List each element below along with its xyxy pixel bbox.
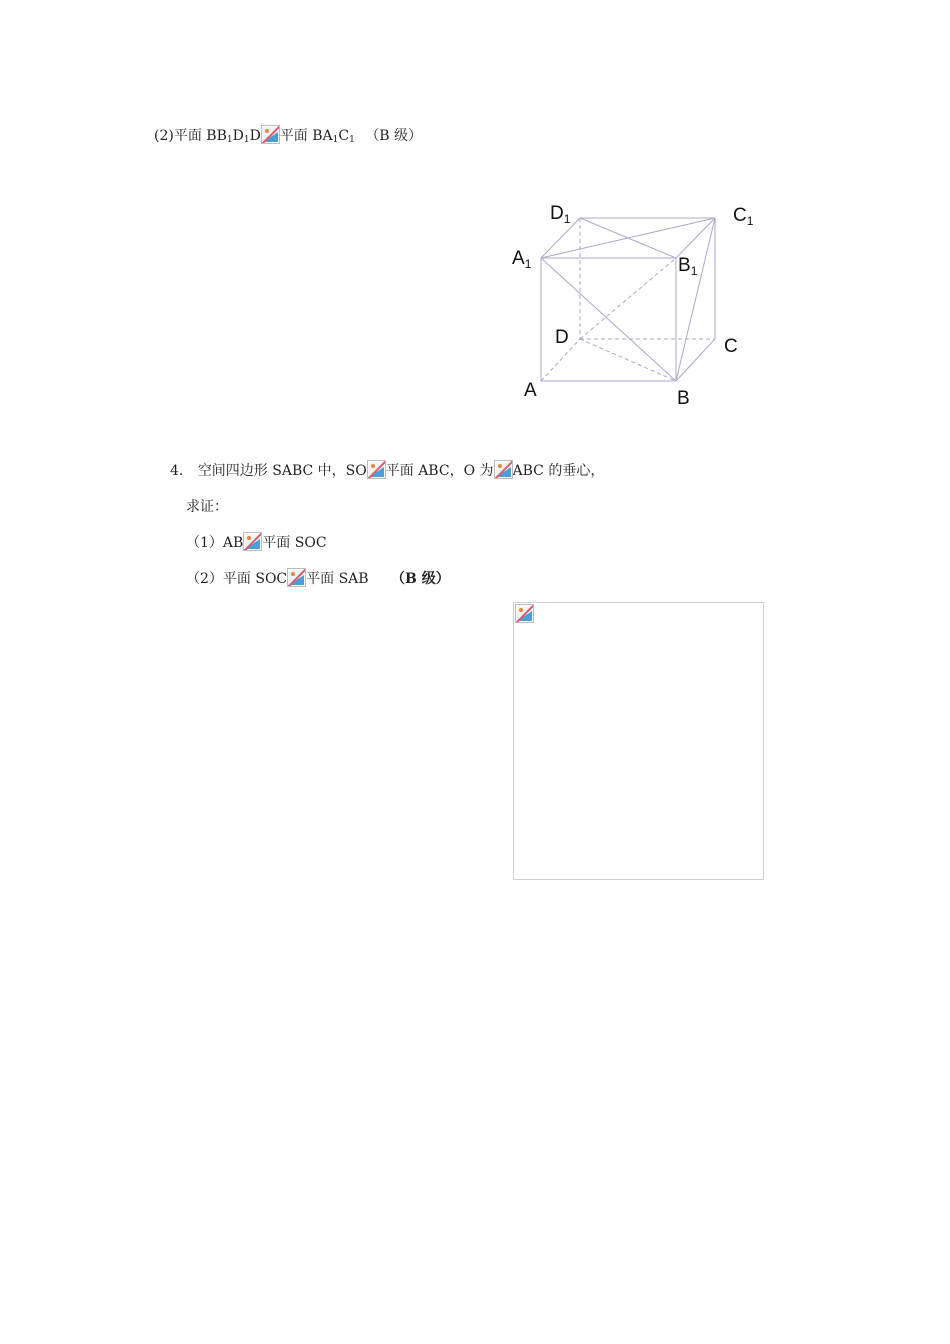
problem4-text-2: 平面 ABC，O 为 xyxy=(385,463,494,479)
diag-d-b xyxy=(580,339,676,381)
part2-statement xyxy=(154,125,422,149)
label-c: C xyxy=(724,336,738,357)
diag-a1-b xyxy=(541,258,676,381)
diag-c1-b xyxy=(676,218,715,381)
cube-edges xyxy=(541,218,715,381)
label-d1: $D_1$ xyxy=(550,203,571,226)
broken-image-icon xyxy=(515,604,534,623)
item2-level: （B 级） xyxy=(391,571,450,587)
prove-text: 求证： xyxy=(186,499,228,515)
problem4-number: 4. xyxy=(170,463,184,479)
problem4-text-1: 空间四边形 SABC 中，SO xyxy=(197,463,367,479)
label-a: A xyxy=(524,380,537,401)
part2-text-1: 平面 BB xyxy=(173,128,227,144)
part2-number: (2) xyxy=(154,128,174,144)
problem4-statement xyxy=(170,460,604,480)
broken-image-icon xyxy=(287,568,306,587)
item2-text-a: （2）平面 SOC xyxy=(186,571,288,587)
cube-figure xyxy=(500,195,780,415)
label-b1: $B_1$ xyxy=(678,255,698,278)
part2-text-4: 平面 BA xyxy=(279,128,333,144)
label-d: D xyxy=(555,327,569,348)
broken-image-icon xyxy=(261,125,280,144)
problem4-prove-label xyxy=(186,498,228,516)
part2-text-5: C xyxy=(338,128,350,144)
missing-figure-frame xyxy=(513,602,764,880)
broken-image-icon xyxy=(367,460,386,479)
part2-sub-4: 1 xyxy=(349,135,355,145)
broken-image-icon xyxy=(494,460,513,479)
item1-text-b: 平面 SOC xyxy=(262,535,327,551)
edge-b1-c1 xyxy=(676,218,715,258)
part2-text-3: D xyxy=(249,128,261,144)
diag-d-b1 xyxy=(580,258,676,339)
problem4-item-1 xyxy=(186,532,327,552)
part2-text-2: D xyxy=(232,128,244,144)
label-a1: $A_1$ xyxy=(512,248,532,271)
part2-sub-3: 1 xyxy=(332,135,339,145)
part2-sub-2: 1 xyxy=(243,135,250,145)
edge-a1-d1 xyxy=(541,218,580,258)
hidden-edges xyxy=(541,218,715,381)
label-b: B xyxy=(677,388,690,409)
problem4-text-3: ABC 的垂心， xyxy=(512,463,605,479)
item1-text-a: （1）AB xyxy=(186,535,244,551)
item2-text-b: 平面 SAB xyxy=(306,571,369,587)
vertex-labels xyxy=(512,203,754,409)
diag-d1-b1 xyxy=(580,218,676,258)
part2-level: （B 级） xyxy=(365,128,423,144)
part2-sub-1: 1 xyxy=(226,135,233,145)
label-c1: $C_1$ xyxy=(733,205,754,228)
edge-b-c xyxy=(676,339,715,381)
problem4-item-2 xyxy=(186,568,450,588)
broken-image-icon xyxy=(243,532,262,551)
